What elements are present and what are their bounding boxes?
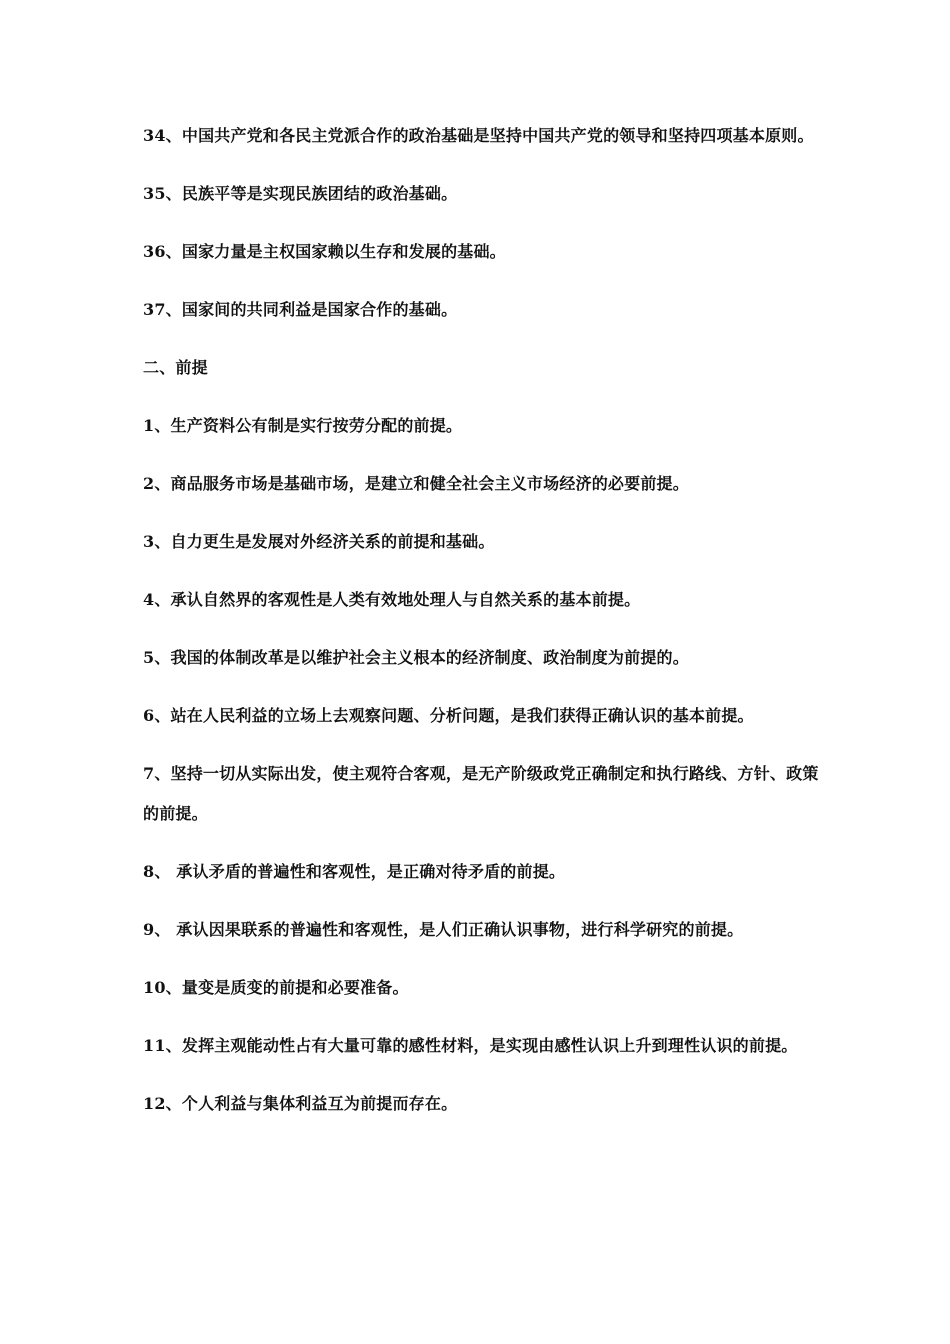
premise-item-4: 4、承认自然界的客观性是人类有效地处理人与自然关系的基本前提。 xyxy=(143,590,641,609)
paragraph-34: 34、中国共产党和各民主党派合作的政治基础是坚持中国共产党的领导和坚持四项基本原则。 xyxy=(143,126,814,145)
premise-item-12: 12、个人利益与集体利益互为前提而存在。 xyxy=(143,1094,458,1113)
premise-item-7: 7、坚持一切从实际出发，使主观符合客观，是无产阶级政党正确制定和执行路线、方针、政策的前提。 xyxy=(143,764,819,823)
premise-item-3: 3、自力更生是发展对外经济关系的前提和基础。 xyxy=(143,532,495,551)
premise-item-6: 6、站在人民利益的立场上去观察问题、分析问题，是我们获得正确认识的基本前提。 xyxy=(143,706,754,725)
premise-item-10: 10、量变是质变的前提和必要准备。 xyxy=(143,978,409,997)
premise-item-5: 5、我国的体制改革是以维护社会主义根本的经济制度、政治制度为前提的。 xyxy=(143,648,689,667)
paragraph-35: 35、民族平等是实现民族团结的政治基础。 xyxy=(143,184,458,203)
premise-item-11: 11、发挥主观能动性占有大量可靠的感性材料，是实现由感性认识上升到理性认识的前提。 xyxy=(143,1036,798,1055)
premise-item-8: 8、 承认矛盾的普遍性和客观性，是正确对待矛盾的前提。 xyxy=(143,862,566,881)
premise-item-1: 1、生产资料公有制是实行按劳分配的前提。 xyxy=(143,416,463,435)
section-heading-premise: 二、前提 xyxy=(143,358,208,377)
paragraph-36: 36、国家力量是主权国家赖以生存和发展的基础。 xyxy=(143,242,506,261)
document-body xyxy=(143,116,823,1142)
premise-item-2: 2、商品服务市场是基础市场，是建立和健全社会主义市场经济的必要前提。 xyxy=(143,474,689,493)
premise-item-9: 9、 承认因果联系的普遍性和客观性，是人们正确认识事物，进行科学研究的前提。 xyxy=(143,920,744,939)
paragraph-37: 37、国家间的共同利益是国家合作的基础。 xyxy=(143,300,458,319)
